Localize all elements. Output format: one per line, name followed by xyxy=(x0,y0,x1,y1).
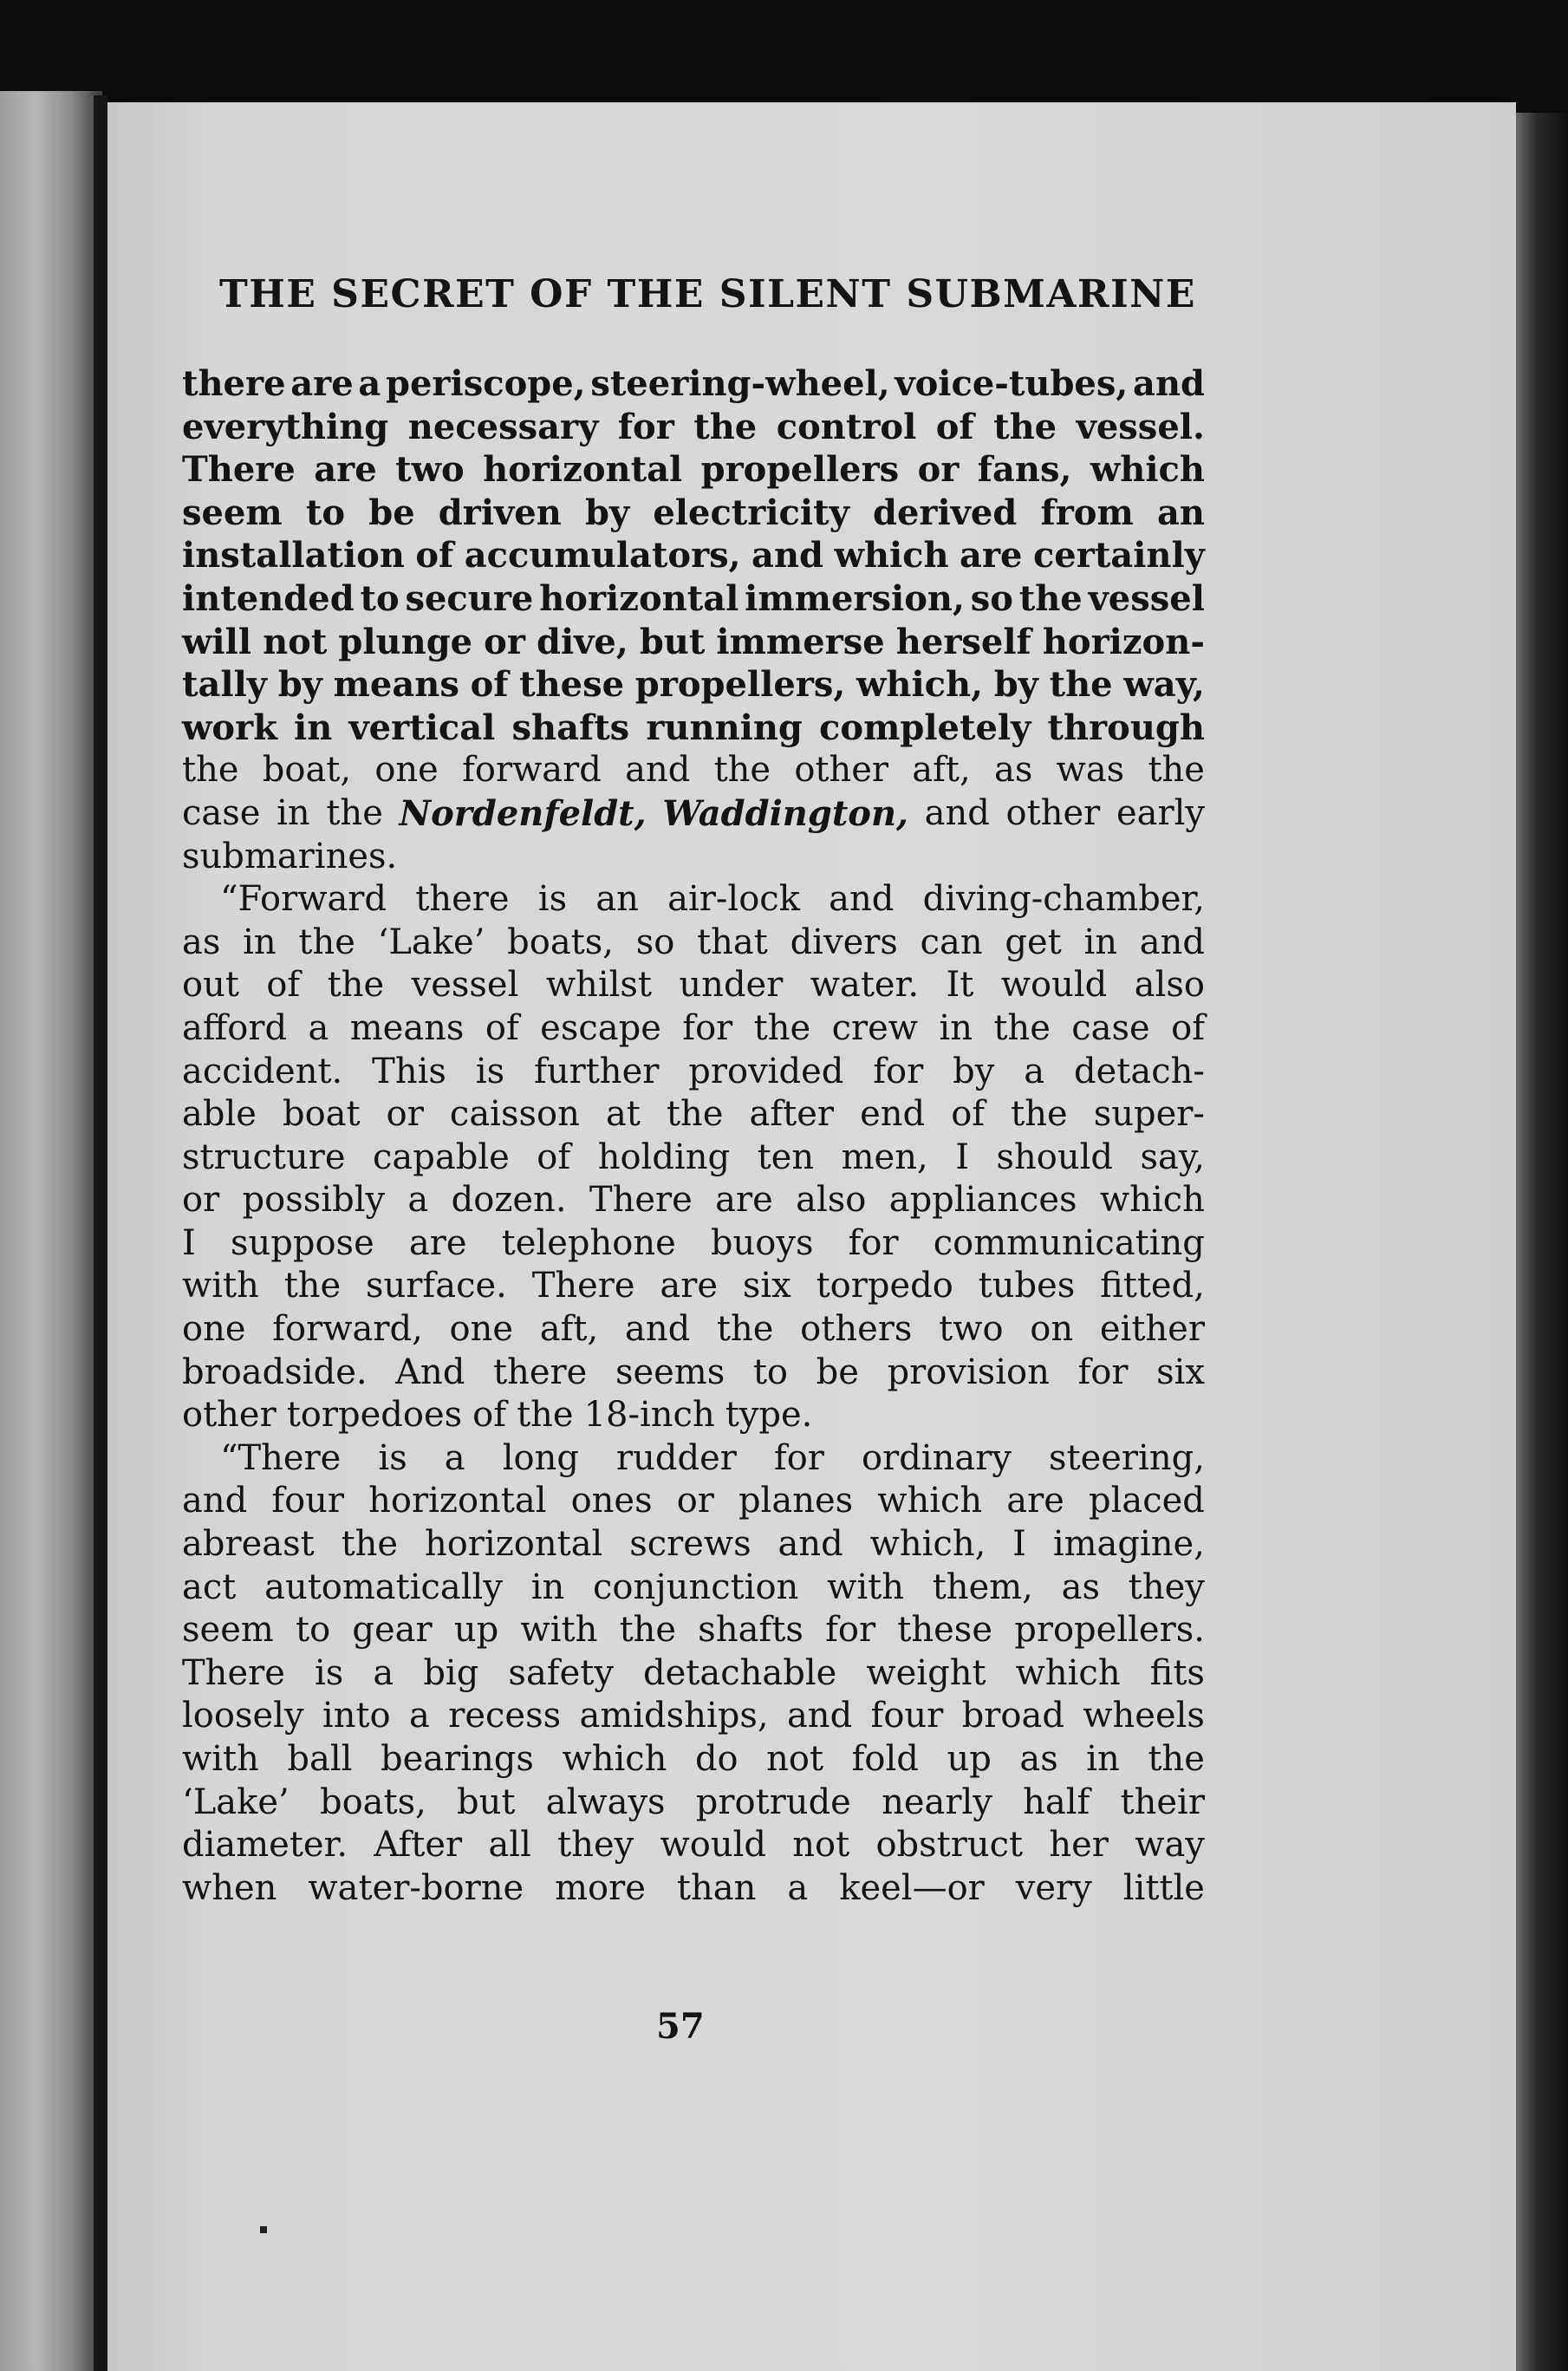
text-line: installation of accumulators, and which are certainly xyxy=(182,535,1205,576)
adjacent-page-edge xyxy=(0,91,102,2371)
text-line: There is a big safety detachable weight which fits xyxy=(182,1652,1205,1693)
text-line: work in vertical shafts running completely through xyxy=(182,707,1205,748)
text-line: ‘Lake’ boats, but always protrude nearly half their xyxy=(182,1782,1205,1822)
text-line: loosely into a recess amidships, and four broad wheels xyxy=(182,1696,1205,1736)
text-line: I suppose are telephone buoys for communicating xyxy=(182,1222,1205,1263)
text-line: abreast the horizontal screws and which, I imagine, xyxy=(182,1524,1205,1565)
text-line: There are two horizontal propellers or fans, which xyxy=(182,449,1205,491)
text-line: with the surface. There are six torpedo tubes fitted, xyxy=(182,1266,1205,1306)
text-line: intended to secure horizontal immersion, so the vessel xyxy=(182,577,1205,619)
text-line: and four horizontal ones or planes which are placed xyxy=(182,1481,1205,1521)
text-line: “Forward there is an air-lock and diving-chamber, xyxy=(220,879,1205,920)
text-line: one forward, one aft, and the others two on either xyxy=(182,1309,1205,1350)
body-text xyxy=(182,362,1205,1910)
text-line: broadside. And there seems to be provision for six xyxy=(182,1352,1205,1392)
text-line: when water-borne more than a keel—or very little xyxy=(182,1867,1205,1908)
text-line: the boat, one forward and the other aft, as was the xyxy=(182,750,1205,791)
text-line: case in the Nordenfeldt, Waddington, and other early xyxy=(182,792,1205,834)
text-line: or possibly a dozen. There are also appliances which xyxy=(182,1180,1205,1221)
text-line: able boat or caisson at the after end of the super- xyxy=(182,1094,1205,1135)
text-line: with ball bearings which do not fold up as in the xyxy=(182,1739,1205,1779)
text-line: structure capable of holding ten men, I should say, xyxy=(182,1137,1205,1177)
text-line: as in the ‘Lake’ boats, so that divers can get in and xyxy=(182,922,1205,962)
text-line: accident. This is further provided for by a detach- xyxy=(182,1051,1205,1091)
text-line: submarines. xyxy=(182,836,398,876)
text-line: “There is a long rudder for ordinary steering, xyxy=(220,1437,1205,1478)
text-line: tally by means of these propellers, which, by the way, xyxy=(182,664,1205,706)
text-line: there are a periscope, steering-wheel, voice-tubes, and xyxy=(182,363,1205,404)
running-head: THE SECRET OF THE SILENT SUBMARINE xyxy=(219,272,1196,316)
text-line: act automatically in conjunction with them, as they xyxy=(182,1567,1205,1607)
text-line: everything necessary for the control of the vessel. xyxy=(182,406,1205,447)
text-line: other torpedoes of the 18-inch type. xyxy=(182,1395,813,1436)
binding-shadow xyxy=(94,95,107,2371)
text-line: out of the vessel whilst under water. It would also xyxy=(182,965,1205,1006)
page-number: 57 xyxy=(656,2006,705,2047)
text-line: seem to gear up with the shafts for these propellers. xyxy=(182,1610,1205,1651)
text-line: diameter. After all they would not obstruct her way xyxy=(182,1825,1205,1866)
text-line: will not plunge or dive, but immerse herself horizon- xyxy=(182,621,1205,662)
scan-speck xyxy=(260,2226,267,2233)
text-line: afford a means of escape for the crew in the case of xyxy=(182,1007,1205,1048)
right-page-edge xyxy=(1516,113,1568,2371)
text-line: seem to be driven by electricity derived from an xyxy=(182,492,1205,533)
